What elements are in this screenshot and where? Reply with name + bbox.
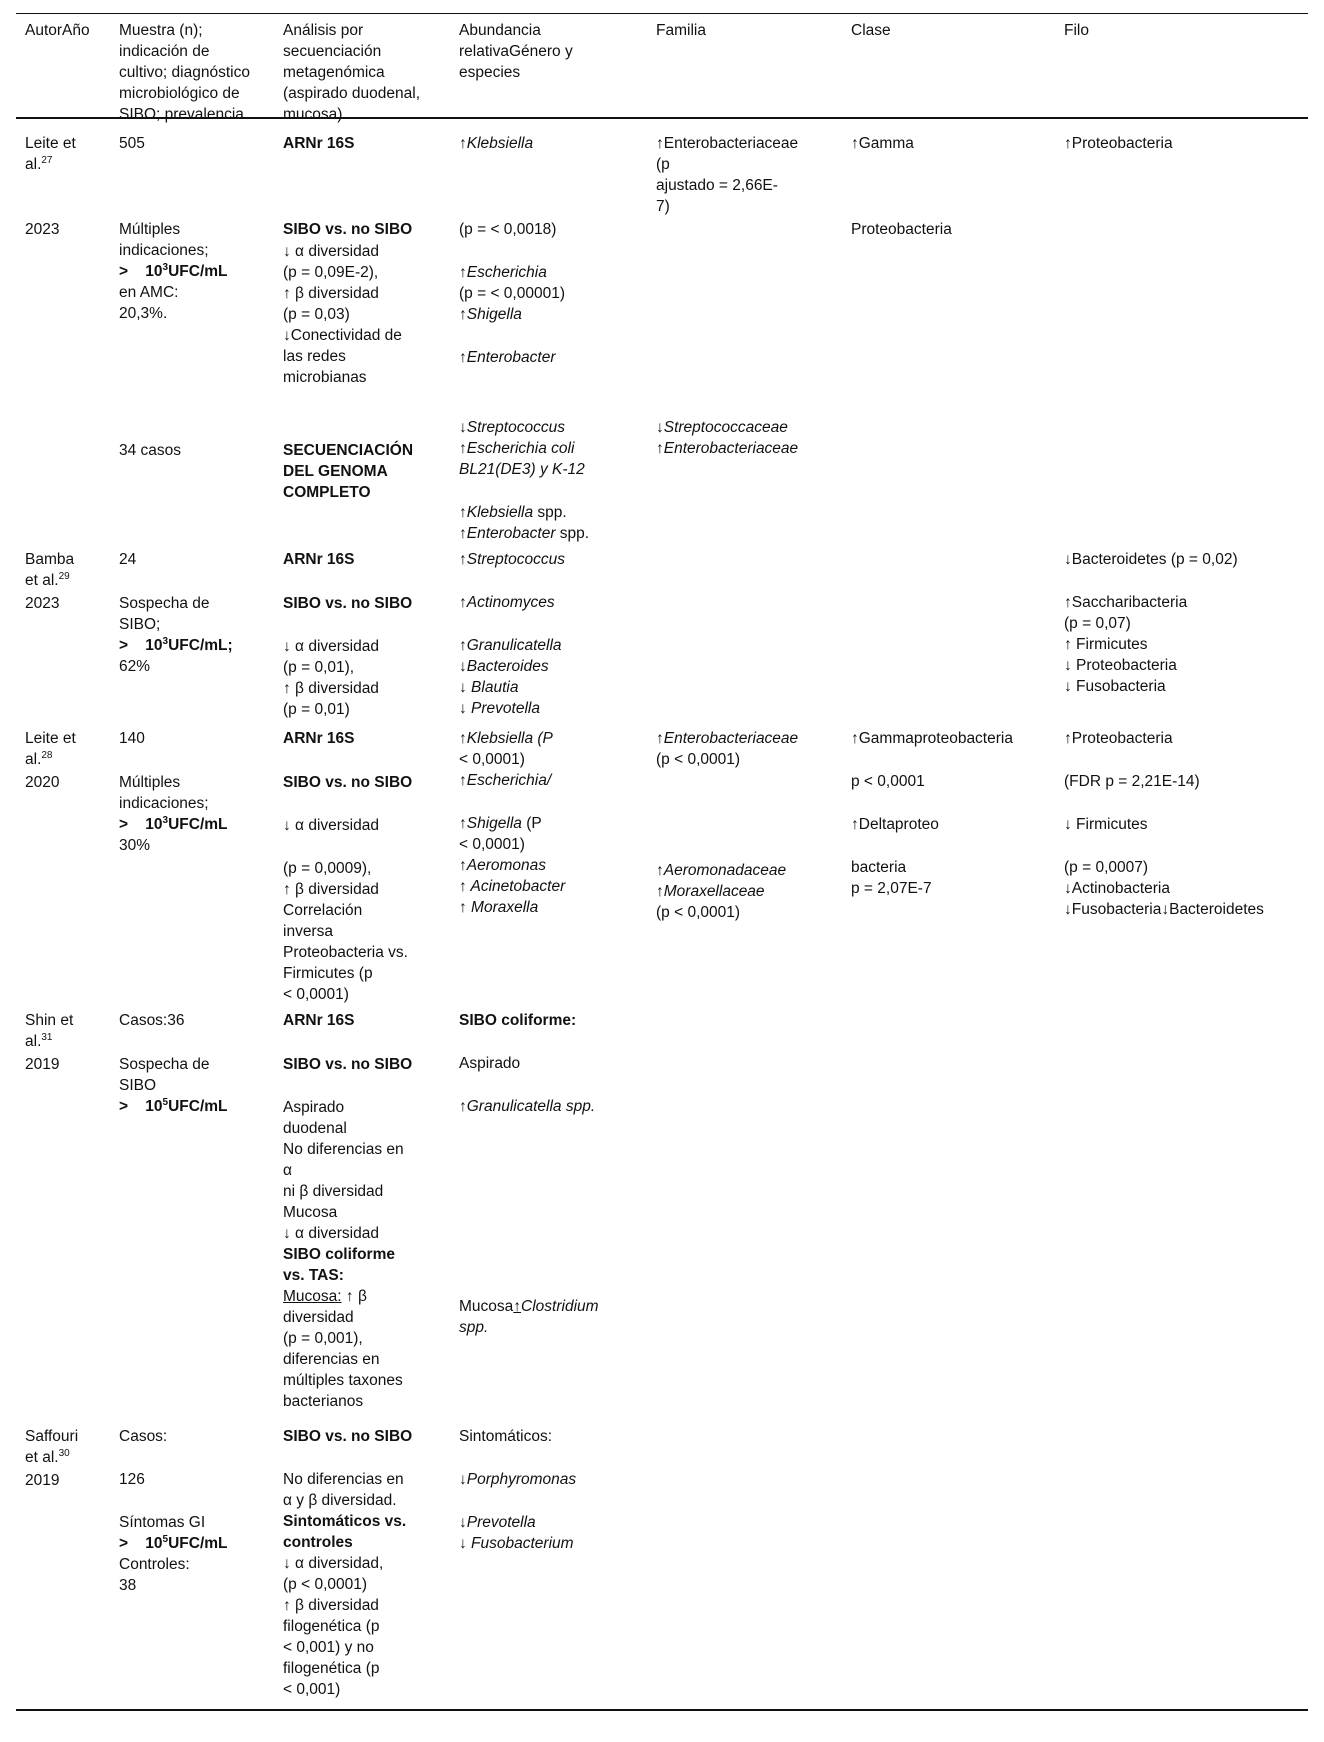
analysis-text: (p = 0,01) bbox=[283, 701, 350, 718]
method-cell: ARNr 16S bbox=[283, 551, 355, 568]
reference-superscript: 29 bbox=[58, 570, 70, 582]
threshold-symbol: > bbox=[119, 263, 129, 280]
header-text: (aspirado duodenal, bbox=[283, 85, 421, 102]
indication-cell bbox=[119, 593, 233, 677]
method-cell: ARNr 16S bbox=[283, 1012, 355, 1029]
reference-superscript: 27 bbox=[41, 154, 53, 166]
analysis-cell bbox=[283, 1426, 412, 1700]
author-text: al. bbox=[25, 1033, 42, 1050]
indication-cell bbox=[119, 219, 228, 324]
sample-cell: 34 casos bbox=[119, 442, 182, 459]
genus-cell bbox=[459, 1426, 576, 1554]
threshold-exponent: 5 bbox=[162, 1096, 169, 1108]
analysis-text: (p = 0,001), bbox=[283, 1330, 363, 1347]
prevalence-text: 30% bbox=[119, 837, 151, 854]
family-text: ↑Enterobacteriaceae bbox=[656, 135, 799, 152]
genus-text: ↓ Fusobacterium bbox=[459, 1535, 574, 1552]
sample-cell: 505 bbox=[119, 135, 145, 152]
analysis-text: (p < 0,0001) bbox=[283, 1576, 368, 1593]
header-text: cultivo; diagnóstico bbox=[119, 64, 250, 81]
family-cell bbox=[656, 728, 798, 770]
analysis-text: controles bbox=[283, 1534, 353, 1551]
header-text: Abundancia bbox=[459, 22, 541, 39]
analysis-text: duodenal bbox=[283, 1120, 347, 1137]
analysis-text: ↑ β diversidad bbox=[283, 1597, 379, 1614]
indication-text: Múltiples bbox=[119, 774, 181, 791]
family-text: ↑Moraxellaceae bbox=[656, 883, 765, 900]
year-cell: 2019 bbox=[25, 1056, 60, 1073]
author-text: al. bbox=[25, 751, 42, 768]
genus-text: ↑Streptococcus bbox=[459, 551, 565, 568]
phylum-cell bbox=[1064, 728, 1264, 920]
threshold-unit: UFC/mL bbox=[168, 1535, 228, 1552]
reference-superscript: 30 bbox=[58, 1447, 70, 1459]
wgs-text: DEL GENOMA bbox=[283, 463, 388, 480]
author-cell bbox=[25, 728, 76, 770]
threshold-value: 10 bbox=[145, 816, 163, 833]
author-cell bbox=[25, 133, 76, 175]
family-cell bbox=[656, 417, 798, 459]
class-text: p = 2,07E-7 bbox=[851, 880, 932, 897]
genus-text: SIBO coliforme: bbox=[459, 1012, 577, 1029]
analysis-text: (p = 0,01), bbox=[283, 659, 355, 676]
header-text: metagenómica bbox=[283, 64, 385, 81]
indication-text: Síntomas GI bbox=[119, 1514, 206, 1531]
author-text: Shin et bbox=[25, 1012, 74, 1029]
genus-text: ↑Actinomyces bbox=[459, 594, 555, 611]
comparison-label: SIBO vs. no SIBO bbox=[283, 221, 413, 238]
genus-text: ↑Enterobacter bbox=[459, 349, 556, 366]
threshold-exponent: 3 bbox=[162, 635, 169, 647]
analysis-text: (p = 0,09E-2), bbox=[283, 264, 379, 281]
genus-text: spp. bbox=[459, 1319, 489, 1336]
phylum-text: (p = 0,0007) bbox=[1064, 859, 1149, 876]
wgs-label bbox=[283, 440, 413, 503]
analysis-text: ↓ α diversidad bbox=[283, 1225, 379, 1242]
header-text: secuenciación bbox=[283, 43, 382, 60]
author-text bbox=[25, 154, 76, 175]
comparison-label: SIBO vs. no SIBO bbox=[283, 1428, 413, 1445]
analysis-text: ↑ β bbox=[341, 1288, 367, 1305]
threshold-exponent: 3 bbox=[162, 261, 169, 273]
author-text bbox=[25, 1031, 73, 1052]
ufc-threshold bbox=[119, 814, 228, 835]
author-text: Saffouri bbox=[25, 1428, 79, 1445]
sample-cell: 24 bbox=[119, 551, 137, 568]
analysis-text: Aspirado bbox=[283, 1099, 345, 1116]
analysis-text: < 0,001) bbox=[283, 1681, 341, 1698]
family-cell bbox=[656, 860, 786, 923]
author-text: Bamba bbox=[25, 551, 75, 568]
analysis-cell bbox=[283, 219, 412, 388]
threshold-value: 10 bbox=[145, 637, 163, 654]
family-text: ajustado = 2,66E- bbox=[656, 177, 778, 194]
analysis-text: ↓ α diversidad bbox=[283, 817, 379, 834]
analysis-text: No diferencias en bbox=[283, 1141, 404, 1158]
genus-cell bbox=[459, 1010, 595, 1117]
analysis-text: ↓ α diversidad bbox=[283, 243, 379, 260]
method-cell: ARNr 16S bbox=[283, 135, 355, 152]
wgs-text: COMPLETO bbox=[283, 484, 371, 501]
indication-text: Sospecha de bbox=[119, 1056, 210, 1073]
threshold-symbol: > bbox=[119, 1098, 129, 1115]
phylum-text: ↑ Firmicutes bbox=[1064, 636, 1148, 653]
indication-text: indicaciones; bbox=[119, 795, 209, 812]
genus-text: Clostridium bbox=[521, 1298, 599, 1315]
comparison-label: SIBO vs. no SIBO bbox=[283, 774, 413, 791]
analysis-text: filogenética (p bbox=[283, 1660, 380, 1677]
analysis-text: múltiples taxones bbox=[283, 1372, 403, 1389]
col-header-autor: AutorAño bbox=[25, 22, 90, 39]
ufc-threshold bbox=[119, 261, 228, 282]
indication-text: SIBO; bbox=[119, 616, 161, 633]
indication-text: SIBO bbox=[119, 1077, 157, 1094]
genus-text: ↑Escherichia bbox=[459, 264, 547, 281]
phylum-text: ↑Saccharibacteria bbox=[1064, 594, 1188, 611]
sample-text: Casos: bbox=[119, 1428, 168, 1445]
bottom-rule bbox=[16, 1709, 1308, 1711]
genus-text: ↓Streptococcus bbox=[459, 419, 565, 436]
sample-text: Controles: bbox=[119, 1556, 190, 1573]
threshold-value: 10 bbox=[145, 263, 163, 280]
phylum-text: ↓ Proteobacteria bbox=[1064, 657, 1177, 674]
genus-text: ↑Klebsiella bbox=[459, 504, 534, 521]
genus-text: (P bbox=[521, 815, 542, 832]
analysis-text: Sintomáticos vs. bbox=[283, 1513, 407, 1530]
analysis-text: vs. TAS: bbox=[283, 1267, 344, 1284]
threshold-unit: UFC/mL bbox=[168, 1098, 228, 1115]
analysis-text: < 0,001) y no bbox=[283, 1639, 374, 1656]
genus-cell bbox=[459, 1296, 599, 1338]
genus-text: (p = < 0,00001) bbox=[459, 285, 565, 302]
family-cell bbox=[656, 133, 798, 217]
analysis-cell bbox=[283, 593, 412, 720]
author-text: al. bbox=[25, 156, 42, 173]
family-text: ↑Enterobacteriaceae bbox=[656, 440, 799, 457]
analysis-text: Mucosa bbox=[283, 1204, 338, 1221]
family-text: (p < 0,0001) bbox=[656, 904, 741, 921]
col-header-filo: Filo bbox=[1064, 22, 1089, 39]
header-text: SIBO; prevalencia bbox=[119, 106, 244, 123]
phylum-text: ↓Bacteroidetes (p = 0,02) bbox=[1064, 551, 1238, 568]
genus-text: ↑ Acinetobacter bbox=[459, 878, 566, 895]
analysis-text: α y β diversidad. bbox=[283, 1492, 397, 1509]
top-rule bbox=[16, 13, 1308, 14]
year-cell: 2023 bbox=[25, 221, 60, 238]
class-text: ↑Gammaproteobacteria bbox=[851, 730, 1013, 747]
prevalence-text: 20,3%. bbox=[119, 305, 168, 322]
family-text: (p < 0,0001) bbox=[656, 751, 741, 768]
analysis-text: ni β diversidad bbox=[283, 1183, 384, 1200]
class-text: p < 0,0001 bbox=[851, 773, 925, 790]
genus-cell bbox=[459, 219, 565, 368]
author-text: Leite et bbox=[25, 135, 76, 152]
sample-cell: 140 bbox=[119, 730, 145, 747]
genus-text: Mucosa bbox=[459, 1298, 514, 1315]
analysis-text: ↑ β diversidad bbox=[283, 285, 379, 302]
author-cell bbox=[25, 1010, 73, 1052]
col-header-clase: Clase bbox=[851, 22, 891, 39]
comparison-label: SIBO vs. no SIBO bbox=[283, 595, 413, 612]
analysis-text: (p = 0,0009), bbox=[283, 860, 372, 877]
genus-text: ↓ Blautia bbox=[459, 679, 519, 696]
genus-text: Sintomáticos: bbox=[459, 1428, 553, 1445]
sample-text: 38 bbox=[119, 1577, 137, 1594]
analysis-text: (p = 0,03) bbox=[283, 306, 350, 323]
class-text: bacteria bbox=[851, 859, 907, 876]
author-cell bbox=[25, 549, 74, 591]
analysis-text: SIBO coliforme bbox=[283, 1246, 395, 1263]
indication-text: Sospecha de bbox=[119, 595, 210, 612]
phylum-cell bbox=[1064, 549, 1238, 697]
author-cell bbox=[25, 1426, 78, 1468]
indication-text: indicaciones; bbox=[119, 242, 209, 259]
threshold-exponent: 5 bbox=[162, 1533, 169, 1545]
ufc-threshold bbox=[119, 1533, 228, 1554]
analysis-text: microbianas bbox=[283, 369, 367, 386]
threshold-symbol: > bbox=[119, 816, 129, 833]
genus-text: < 0,0001) bbox=[459, 836, 525, 853]
phylum-text: ↓ Firmicutes bbox=[1064, 816, 1148, 833]
phylum-text: (p = 0,07) bbox=[1064, 615, 1131, 632]
sample-cell: Casos:36 bbox=[119, 1012, 185, 1029]
phylum-text: ↓ Fusobacteria bbox=[1064, 678, 1166, 695]
genus-text: ↑ Moraxella bbox=[459, 899, 539, 916]
family-text: 7) bbox=[656, 198, 670, 215]
analysis-text: ↓Conectividad de bbox=[283, 327, 402, 344]
indication-text: Múltiples bbox=[119, 221, 181, 238]
class-text: ↑Deltaproteo bbox=[851, 816, 939, 833]
genus-text: ↓Porphyromonas bbox=[459, 1471, 577, 1488]
author-text bbox=[25, 1447, 78, 1468]
col-header-analisis bbox=[283, 20, 420, 125]
genus-cell bbox=[459, 728, 565, 918]
analysis-text: ↓ α diversidad, bbox=[283, 1555, 384, 1572]
threshold-unit: UFC/mL bbox=[168, 263, 228, 280]
analysis-text: ↑ β diversidad bbox=[283, 680, 379, 697]
year-cell: 2019 bbox=[25, 1472, 60, 1489]
analysis-text: < 0,0001) bbox=[283, 986, 349, 1003]
genus-text: Aspirado bbox=[459, 1055, 521, 1072]
genus-cell: ↑Klebsiella bbox=[459, 135, 534, 152]
genus-text: ↑Aeromonas bbox=[459, 857, 547, 874]
analysis-text: α bbox=[283, 1162, 292, 1179]
sample-cell bbox=[119, 1426, 228, 1596]
family-text: (p bbox=[656, 156, 670, 173]
comparison-label: SIBO vs. no SIBO bbox=[283, 1056, 413, 1073]
analysis-text: las redes bbox=[283, 348, 346, 365]
prevalence-text: en AMC: bbox=[119, 284, 179, 301]
threshold-value: 10 bbox=[145, 1535, 163, 1552]
genus-text: ↑Shigella bbox=[459, 306, 522, 323]
author-text: et al. bbox=[25, 572, 59, 589]
genus-text: ↓ Prevotella bbox=[459, 700, 540, 717]
phylum-text: (FDR p = 2,21E-14) bbox=[1064, 773, 1200, 790]
class-cell bbox=[851, 728, 1013, 899]
genus-text: ↑Granulicatella spp. bbox=[459, 1098, 596, 1115]
sample-text: 126 bbox=[119, 1471, 145, 1488]
author-text bbox=[25, 570, 74, 591]
threshold-exponent: 3 bbox=[162, 814, 169, 826]
col-header-familia: Familia bbox=[656, 22, 706, 39]
class-cell: ↑Gamma bbox=[851, 135, 914, 152]
analysis-text: Correlación bbox=[283, 902, 363, 919]
genus-text: ↑Shigella bbox=[459, 815, 522, 832]
header-text: especies bbox=[459, 64, 521, 81]
ufc-threshold bbox=[119, 1096, 228, 1117]
family-text: ↑Aeromonadaceae bbox=[656, 862, 787, 879]
analysis-text: Mucosa: bbox=[283, 1288, 342, 1305]
genus-text: ↑Escherichia coli bbox=[459, 440, 575, 457]
genus-text: (p = < 0,0018) bbox=[459, 221, 557, 238]
analysis-text: ↑ β diversidad bbox=[283, 881, 379, 898]
genus-text: ↑Granulicatella bbox=[459, 637, 562, 654]
class-cell: Proteobacteria bbox=[851, 221, 952, 238]
author-text: Leite et bbox=[25, 730, 76, 747]
indication-cell bbox=[119, 772, 228, 856]
genus-text: ↑Escherichia/ bbox=[459, 772, 552, 789]
ufc-threshold bbox=[119, 635, 233, 656]
threshold-symbol: > bbox=[119, 1535, 129, 1552]
year-cell: 2023 bbox=[25, 595, 60, 612]
genus-text: spp. bbox=[533, 504, 567, 521]
genus-text: < 0,0001) bbox=[459, 751, 525, 768]
analysis-cell bbox=[283, 1054, 412, 1412]
header-text: Análisis por bbox=[283, 22, 364, 39]
family-text: ↑Enterobacteriaceae bbox=[656, 730, 799, 747]
wgs-text: SECUENCIACIÓN bbox=[283, 442, 414, 459]
reference-superscript: 31 bbox=[41, 1031, 53, 1043]
analysis-text: ↓ α diversidad bbox=[283, 638, 379, 655]
genus-text: ↓Bacteroides bbox=[459, 658, 549, 675]
phylum-text: ↓Fusobacteria↓Bacteroidetes bbox=[1064, 901, 1264, 918]
analysis-text: bacterianos bbox=[283, 1393, 364, 1410]
phylum-cell: ↑Proteobacteria bbox=[1064, 135, 1173, 152]
author-text: et al. bbox=[25, 1449, 59, 1466]
col-header-abundancia bbox=[459, 20, 573, 83]
reference-superscript: 28 bbox=[41, 749, 53, 761]
prevalence-text: 62% bbox=[119, 658, 151, 675]
genus-text: ↑Enterobacter bbox=[459, 525, 556, 542]
genus-text: BL21(DE3) y K-12 bbox=[459, 461, 585, 478]
indication-cell bbox=[119, 1054, 228, 1117]
header-text: microbiológico de bbox=[119, 85, 240, 102]
header-text: relativaGénero y bbox=[459, 43, 573, 60]
threshold-unit: UFC/mL bbox=[168, 816, 228, 833]
phylum-text: ↓Actinobacteria bbox=[1064, 880, 1170, 897]
author-text bbox=[25, 749, 76, 770]
genus-cell bbox=[459, 417, 589, 544]
genus-text: ↑Klebsiella (P bbox=[459, 730, 553, 747]
header-text: indicación de bbox=[119, 43, 210, 60]
analysis-text: inversa bbox=[283, 923, 333, 940]
analysis-text: diferencias en bbox=[283, 1351, 380, 1368]
year-cell: 2020 bbox=[25, 774, 60, 791]
analysis-text: filogenética (p bbox=[283, 1618, 380, 1635]
threshold-symbol: > bbox=[119, 637, 129, 654]
family-text: ↓Streptococcaceae bbox=[656, 419, 788, 436]
genus-text: ↓Prevotella bbox=[459, 1514, 536, 1531]
analysis-cell bbox=[283, 772, 412, 1005]
col-header-muestra bbox=[119, 20, 250, 125]
analysis-text: No diferencias en bbox=[283, 1471, 404, 1488]
method-cell: ARNr 16S bbox=[283, 730, 355, 747]
threshold-unit: UFC/mL; bbox=[168, 637, 233, 654]
header-text: mucosa) bbox=[283, 106, 343, 123]
genus-text: ↑ bbox=[513, 1298, 522, 1315]
genus-text: spp. bbox=[555, 525, 590, 542]
header-text: Muestra (n); bbox=[119, 22, 203, 39]
phylum-text: ↑Proteobacteria bbox=[1064, 730, 1173, 747]
genus-cell bbox=[459, 549, 565, 719]
analysis-text: Proteobacteria vs. bbox=[283, 944, 408, 961]
analysis-text: diversidad bbox=[283, 1309, 354, 1326]
analysis-text: Firmicutes (p bbox=[283, 965, 373, 982]
threshold-value: 10 bbox=[145, 1098, 163, 1115]
